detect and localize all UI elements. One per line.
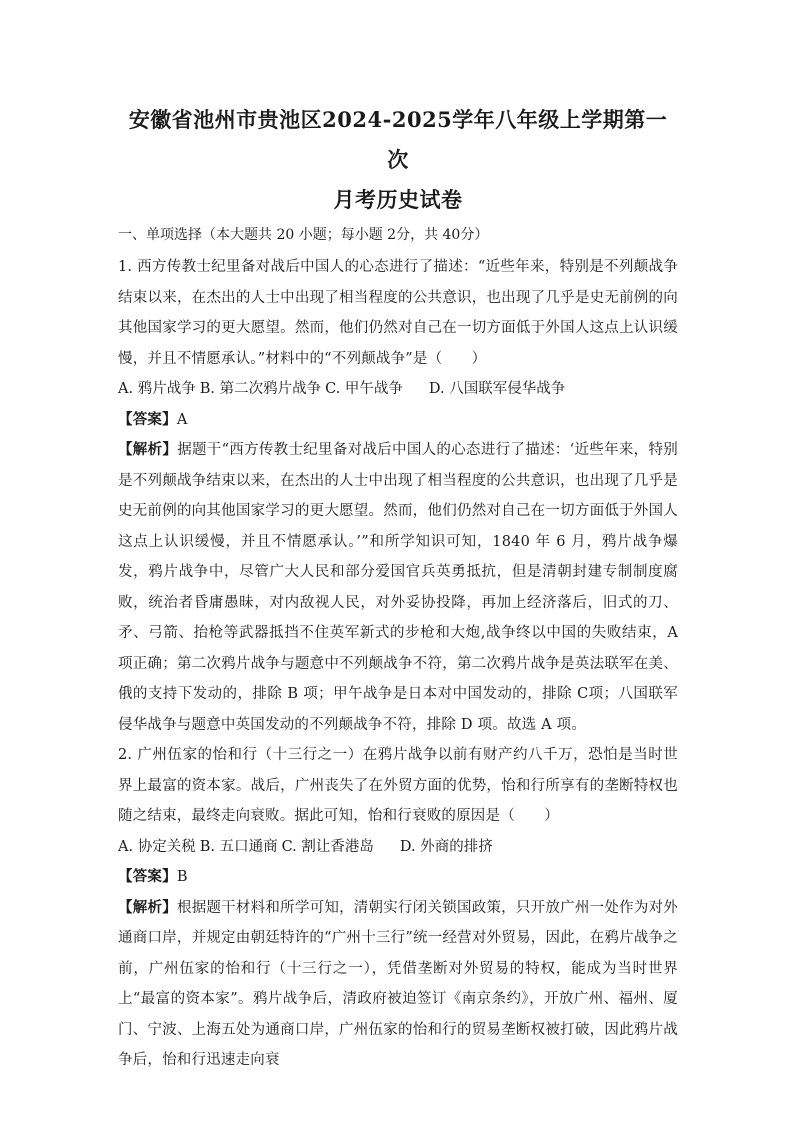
question-options <box>118 374 678 405</box>
document-title-line1: 安徽省池州市贵池区2024-2025学年八年级上学期第一次 <box>128 107 668 172</box>
option-a: A. 协定关税 <box>118 838 196 855</box>
question-2 <box>118 740 678 1076</box>
question-stem: 2. 广州伍家的怡和行（十三行之一）在鸦片战争以前有财产约八千万，恐怕是当时世界上最富的资本家。战后，广州丧失了在外贸方面的优势，怡和行所享有的垄断特权也随之结束，最终走向衰败。据此可知，怡和行衰败的原因是（ ） <box>118 747 678 824</box>
analysis-text: 根据题干材料和所学可知，清朝实行闭关锁国政策，只开放广州一处作为对外通商口岸，并规定由朝廷特许的“广州十三行”统一经营对外贸易，因此，在鸦片战争之前，广州伍家的怡和行（十三行之一），凭借垄断对外贸易的特权，能成为当时世界上“最富的资本家”。鸦片战争后，清政府被迫签订《南京条约》，开放广州、福州、厦门、宁波、上海五处为通商口岸，广州伍家的怡和行的贸易垄断权被打破，因此鸦片战争后，怡和行迅速走向衰 <box>118 899 678 1068</box>
option-d: D. 八国联军侵华战争 <box>428 381 566 397</box>
exam-page <box>118 100 678 1076</box>
answer-line <box>118 405 678 436</box>
analysis-paragraph <box>118 893 678 1076</box>
option-d: D. 外商的排挤 <box>399 838 493 855</box>
analysis-text: 据题干“西方传教士纪里备对战后中国人的心态进行了描述：‘近些年来，特别是不列颠战争结束以来，在杰出的人士中出现了相当程度的公共意识，也出现了几乎是史无前例的向其他国家学习的更大愿望。然而，他们仍然对自己在一切方面低于外国人这点上认识缓慢，并且不情愿承认。’”和所学知识可知，1840 年 6 月，鸦片战争爆发，鸦片战争中，尽管广大人民和部分爱国官兵英勇抵抗，但是清朝封建专制制度腐败，统治者昏庸愚昧，对内敌视人民，对外妥协投降，再加上经济落后，旧式的刀、矛、弓箭、抬枪等武器抵挡不住英军新式的步枪和大炮,战争终以中国的失败结束，A 项正确；第二次鸦片战争与题意中不列颠战争不符，第二次鸦片战争是英法联军在美、俄的支持下发动的，排除 B 项；甲午战争是日本对中国发动的，排除 C项；八国联军侵华战争与题意中英国发动的不列颠战争不符，排除 D 项。故选 A 项。 <box>118 442 678 733</box>
question-1 <box>118 252 678 740</box>
option-a: A. 鸦片战争 <box>118 381 196 397</box>
option-b: B. 第二次鸦片战争 <box>199 381 322 397</box>
answer-label: 【答案】 <box>118 868 177 885</box>
document-title-line2: 月考历史试卷 <box>333 187 463 212</box>
question-options <box>118 832 678 863</box>
analysis-label: 【解析】 <box>118 898 177 916</box>
analysis-label: 【解析】 <box>118 441 178 458</box>
answer-line <box>118 862 678 893</box>
option-c: C. 甲午战争 <box>325 381 403 397</box>
section-heading: 一、单项选择（本大题共 20 小题；每小题 2分，共 40分） <box>118 227 489 243</box>
question-stem: 1. 西方传教士纪里备对战后中国人的心态进行了描述：“近些年来，特别是不列颠战争结束以来，在杰出的人士中出现了相当程度的公共意识，也出现了几乎是史无前例的向其他国家学习的更大愿望。然而，他们仍然对自己在一切方面低于外国人这点上认识缓慢，并且不情愿承认。”材料中的“不列颠战争”是（ ） <box>118 259 678 367</box>
answer-value: B <box>176 869 188 885</box>
answer-label: 【答案】 <box>118 410 177 428</box>
option-b: B. 五口通商 <box>199 838 278 855</box>
answer-value: A <box>176 411 188 428</box>
option-c: C. 割让香港岛 <box>281 838 374 855</box>
analysis-paragraph <box>118 435 678 740</box>
